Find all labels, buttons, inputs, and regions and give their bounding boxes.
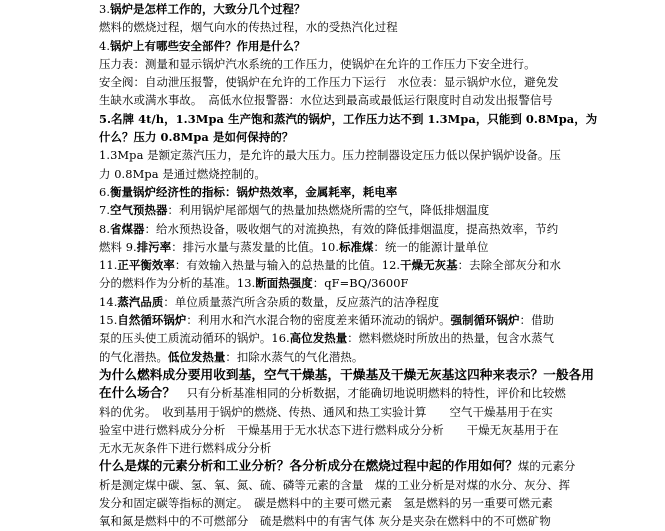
body-text: 无水无灰条件下进行燃料成分分析 <box>99 441 272 456</box>
text-line <box>99 329 659 347</box>
bold-text: 5.名牌 4t/h，1.3Mpa 生产饱和蒸汽的锅炉，工作压力达不到 1.3Mpa，只能到 0.8Mpa，为 <box>99 111 598 126</box>
body-text: 1.3Mpa 是额定蒸汽压力，是允许的最大压力。压力控制器设定压力低以保护锅炉设备。压 <box>99 148 561 163</box>
text-line <box>99 384 659 402</box>
body-text: ：利用锅炉尾部烟气的热量加热燃烧所需的空气，降低排烟温度 <box>167 203 490 218</box>
body-text: 14. <box>99 294 118 309</box>
body-text: ：利用水和汽水混合物的密度差来循环流动的锅炉。 <box>186 313 451 328</box>
body-text: 15. <box>99 313 118 328</box>
body-text: 6. <box>99 184 111 199</box>
text-line <box>99 421 659 439</box>
text-line <box>99 366 659 384</box>
text-line <box>99 0 659 18</box>
body-text: 燃料 9. <box>99 239 137 254</box>
text-line <box>99 494 659 512</box>
body-text: 3. <box>99 2 111 16</box>
body-text: 的气化潜热。 <box>99 349 168 364</box>
body-text: ：借助 <box>519 313 555 328</box>
body-text: 8. <box>99 221 111 236</box>
bold-text: 锅炉是怎样工作的，大致分几个过程？ <box>110 2 306 16</box>
body-text: ：燃料燃烧时所放出的热量，包含水蒸气 <box>347 331 555 346</box>
bold-text: 什么？压力 0.8Mpa 是如何保持的？ <box>99 130 294 145</box>
bold-text: 蒸汽品质 <box>117 294 164 309</box>
text-line <box>99 73 659 91</box>
body-text: ：单位质量蒸汽所含杂质的数量，反应蒸汽的洁净程度 <box>163 294 440 309</box>
text-line <box>99 37 659 55</box>
text-line <box>99 439 659 457</box>
body-text: ：有效输入热量与输入的总热量的比值。12. <box>174 258 401 273</box>
body-text: 安全阀：自动泄压报警，使锅炉在允许的工作压力下运行 水位表：显示锅炉水位，避免发 <box>99 75 559 90</box>
body-text: ：统一的能源计量单位 <box>373 239 489 254</box>
text-line <box>99 403 659 421</box>
bold-text: 高位发热量 <box>289 331 348 346</box>
body-text: 力 0.8Mpa 是通过燃烧控制的。 <box>99 166 266 181</box>
body-text: ：扣除水蒸气的气化潜热。 <box>225 349 364 364</box>
bold-text: 标准煤 <box>339 239 374 254</box>
text-line <box>99 256 659 274</box>
text-line <box>99 457 659 475</box>
bold-text: 低位发热量 <box>167 349 226 364</box>
text-line <box>99 55 659 73</box>
body-text: ：去除全部灰分和水 <box>457 258 562 273</box>
body-text: 氧和氮是燃料中的不可燃部分 硫是燃料中的有害气体 灰分是夹杂在燃料中的不可燃矿物 <box>99 514 551 529</box>
bold-text: 衡量锅炉经济性的指标：锅炉热效率，金属耗率，耗电率 <box>110 184 398 199</box>
bold-text: 什么是煤的元素分析和工业分析？各分析成分在燃烧过程中起的作用如何？ <box>99 458 518 474</box>
body-text: 压力表：测量和显示锅炉汽水系统的工作压力，使锅炉在允许的工作压力下安全进行。 <box>99 56 536 71</box>
body-text: 析是测定煤中碳、氢、氧、氮、硫、磷等元素的含量 煤的工业分析是对煤的水分、灰分、挥 <box>99 477 571 492</box>
text-line <box>99 348 659 366</box>
bold-text: 正平衡效率 <box>117 258 175 273</box>
text-line <box>99 91 659 109</box>
text-line <box>99 238 659 256</box>
text-line <box>99 274 659 292</box>
bold-text: 自然循环锅炉 <box>117 313 187 328</box>
body-text: 4. <box>99 38 111 53</box>
text-line <box>99 18 659 36</box>
text-line <box>99 183 659 201</box>
body-text: 11. <box>99 258 118 273</box>
body-text: 煤的元素分 <box>517 459 576 474</box>
body-text: ：qF=BQ/3600F <box>312 276 409 291</box>
body-text: 7. <box>99 203 111 218</box>
body-text: 料的优劣。 收到基用于锅炉的燃烧、传热、通风和热工实验计算 空气干燥基用于在实 <box>99 404 553 419</box>
body-text: 只有分析基准相同的分析数据，才能确切地说明燃料的特性，评价和比较燃 <box>175 386 566 401</box>
bold-text: 锅炉上有哪些安全部件？作用是什么？ <box>110 38 306 53</box>
text-line <box>99 110 659 128</box>
text-line <box>99 512 659 530</box>
text-line <box>99 201 659 219</box>
bold-text: 强制循环锅炉 <box>450 313 520 328</box>
body-text: ：排污水量与蒸发量的比值。10. <box>171 239 340 254</box>
body-text: 生缺水或满水事故。 高低水位报警器：水位达到最高或最低运行限度时自动发出报警信号 <box>99 93 553 108</box>
body-text: 验室中进行燃料成分分析 干燥基用于无水状态下进行燃料成分分析 干燥无灰基用于在 <box>99 422 559 437</box>
body-text: 发分和固定碳等指标的测定。 碳是燃料中的主要可燃元素 氢是燃料的另一重要可燃元素 <box>99 496 553 511</box>
bold-text: 省煤器 <box>110 221 145 236</box>
text-line <box>99 146 659 164</box>
bold-text: 为什么燃料成分要用收到基，空气干燥基，干燥基及干燥无灰基这四种来表示？一般各用 <box>99 366 595 382</box>
body-text: 燃料的燃烧过程，烟气向水的传热过程，水的受热汽化过程 <box>99 20 398 35</box>
bold-text: 空气预热器 <box>110 203 168 218</box>
bold-text: 干燥无灰基 <box>400 258 458 273</box>
body-text: ：给水预热设备，吸收烟气的对流换热，有效的降低排烟温度，提高热效率，节约 <box>144 221 559 236</box>
bold-text: 在什么场合？ <box>99 385 176 401</box>
bold-text: 断面热强度 <box>255 276 313 291</box>
text-line <box>99 311 659 329</box>
body-text: 泵的压头使工质流动循环的锅炉。16. <box>99 331 290 346</box>
text-line <box>99 128 659 146</box>
text-line <box>99 476 659 494</box>
text-line <box>99 165 659 183</box>
text-line <box>99 293 659 311</box>
body-text: 分的燃料作为分析的基准。13. <box>99 276 256 291</box>
text-line <box>99 220 659 238</box>
bold-text: 排污率 <box>136 239 172 254</box>
